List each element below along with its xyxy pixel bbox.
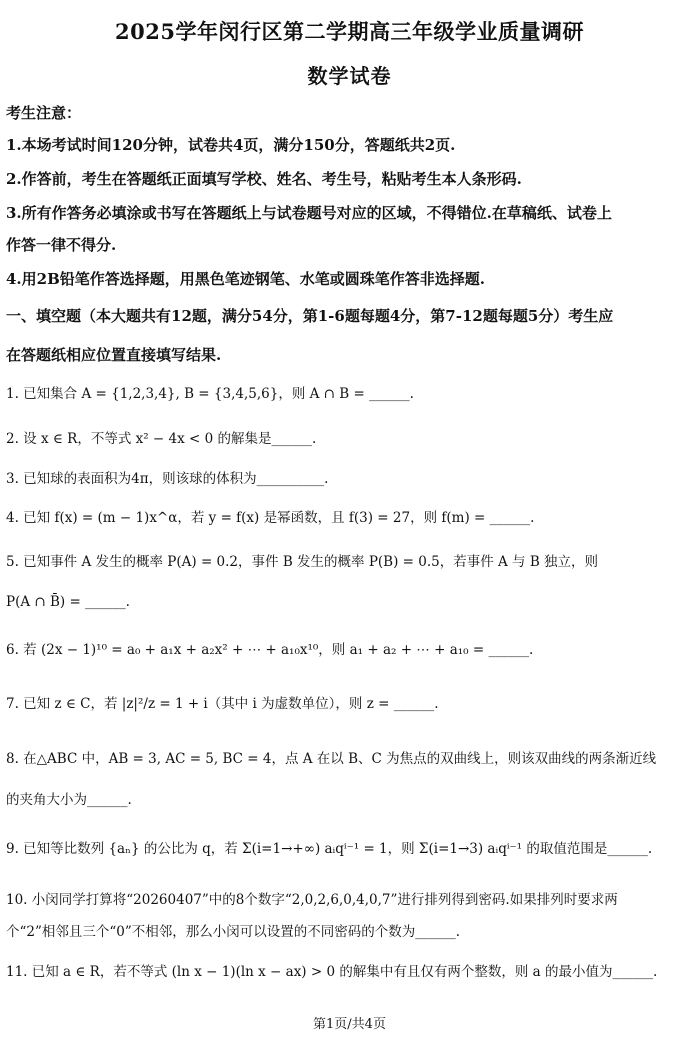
notice-heading: 考生注意： <box>6 104 82 122</box>
question-6: 6. 若 (2x − 1)¹⁰ = a₀ + a₁x + a₂x² + ⋯ + a₁₀x¹⁰，则 a₁ + a₂ + ⋯ + a₁₀ = ______. <box>6 642 534 658</box>
notice-item: 作答一律不得分. <box>6 236 117 254</box>
section-heading: 一、填空题（本大题共有12题，满分54分，第1-6题每题4分，第7-12题每题5分）考生应 <box>6 307 614 325</box>
notice-item: 1.本场考试时间120分钟，试卷共4页，满分150分，答题纸共2页. <box>6 136 456 154</box>
notice-item: 3.所有作答务必填涂或书写在答题纸上与试卷题号对应的区域，不得错位.在草稿纸、试卷上 <box>6 204 612 222</box>
exam-subtitle: 数学试卷 <box>307 64 392 88</box>
question-9: 9. 已知等比数列 {aₙ} 的公比为 q，若 Σ(i=1→+∞) aᵢqⁱ⁻¹ = 1，则 Σ(i=1→3) aᵢqⁱ⁻¹ 的取值范围是______. <box>6 841 653 857</box>
question-8-cont: 的夹角大小为______. <box>6 792 132 808</box>
question-2: 2. 设 x ∈ R，不等式 x² − 4x < 0 的解集是______. <box>6 431 317 447</box>
question-4: 4. 已知 f(x) = (m − 1)x^α，若 y = f(x) 是幂函数，且 f(3) = 27，则 f(m) = ______. <box>6 510 535 526</box>
page-footer: 第1页/共4页 <box>313 1017 386 1032</box>
question-8: 8. 在△ABC 中，AB = 3, AC = 5, BC = 4，点 A 在以 B、C 为焦点的双曲线上，则该双曲线的两条渐近线 <box>6 751 657 767</box>
exam-title: 2025学年闵行区第二学期高三年级学业质量调研 <box>115 19 584 44</box>
question-11: 11. 已知 a ∈ R，若不等式 (ln x − 1)(ln x − ax) > 0 的解集中有且仅有两个整数，则 a 的最小值为______. <box>6 964 658 980</box>
question-7: 7. 已知 z ∈ C，若 |z|²/z = 1 + i（其中 i 为虚数单位），则 z = ______. <box>6 696 439 712</box>
section-heading-cont: 在答题纸相应位置直接填写结果. <box>6 346 222 364</box>
question-3: 3. 已知球的表面积为4π，则该球的体积为__________. <box>6 471 329 487</box>
question-5: 5. 已知事件 A 发生的概率 P(A) = 0.2，事件 B 发生的概率 P(B) = 0.5，若事件 A 与 B 独立，则 <box>6 554 599 570</box>
question-10: 10. 小闵同学打算将“20260407”中的8个数字“2,0,2,6,0,4,0,7”进行排列得到密码.如果排列时要求两 <box>6 892 618 908</box>
question-5-cont: P(A ∩ B̄) = ______. <box>6 594 130 610</box>
question-10-cont: 个“2”相邻且三个“0”不相邻，那么小闵可以设置的不同密码的个数为______. <box>6 924 461 940</box>
notice-item: 2.作答前，考生在答题纸正面填写学校、姓名、考生号，粘贴考生本人条形码. <box>6 170 522 188</box>
question-1: 1. 已知集合 A = {1,2,3,4}, B = {3,4,5,6}，则 A ∩ B = ______. <box>6 386 414 402</box>
notice-item: 4.用2B铅笔作答选择题，用黑色笔迹钢笔、水笔或圆珠笔作答非选择题. <box>6 270 485 288</box>
